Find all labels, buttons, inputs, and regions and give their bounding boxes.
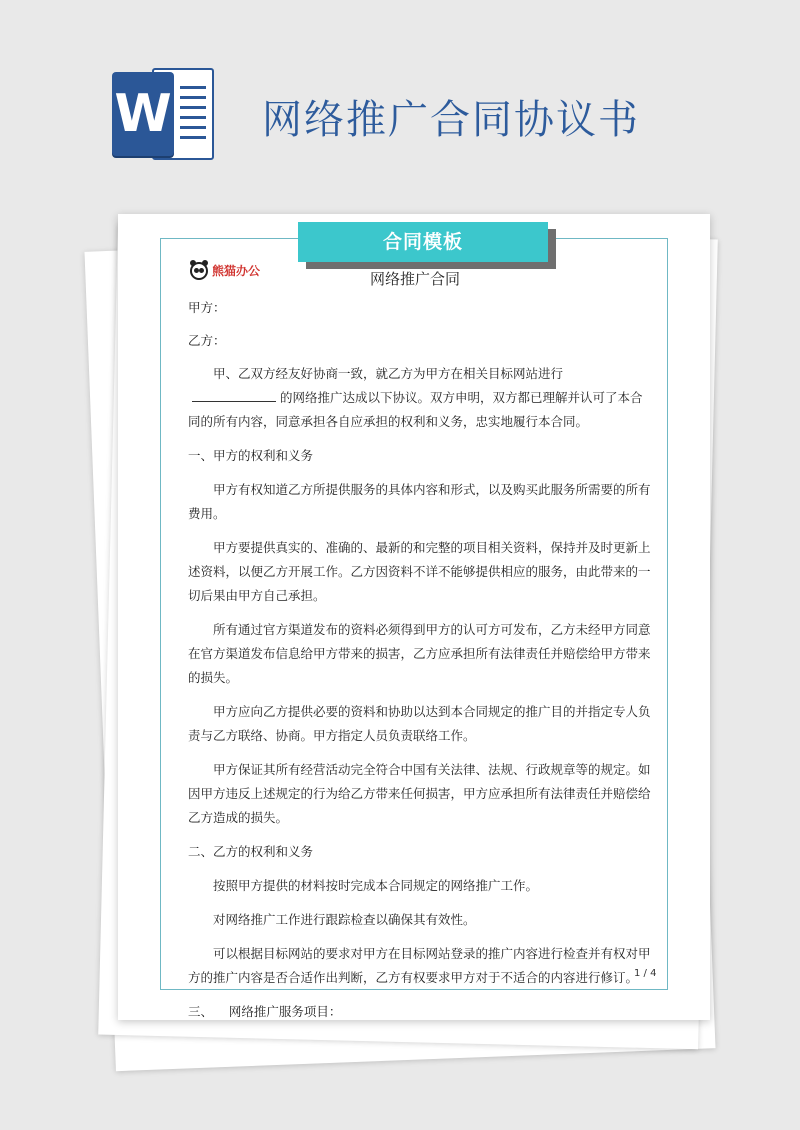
panda-icon: [190, 262, 208, 280]
word-document-icon: [112, 68, 216, 160]
section-heading: 二、乙方的权利和义务: [188, 844, 314, 859]
section2-paragraph: 可以根据目标网站的要求对甲方在目标网站登录的推广内容进行检查并有权对甲方的推广内容是否合适作出判断，乙方有权要求甲方对于不适合的内容进行修订。: [188, 946, 651, 985]
party-b-label: 乙方：: [188, 333, 226, 348]
section1-paragraph: 甲方要提供真实的、准确的、最新的和完整的项目相关资料，保持并及时更新上述资料，以便乙方开展工作。乙方因资料不详不能够提供相应的服务，由此带来的一切后果由甲方自己承担。: [188, 540, 651, 603]
section2-paragraph: 按照甲方提供的材料按时完成本合同规定的网络推广工作。: [213, 878, 539, 893]
section1-paragraph: 甲方有权知道乙方所提供服务的具体内容和形式，以及购买此服务所需要的所有费用。: [188, 482, 651, 521]
party-a-label: 甲方：: [188, 300, 226, 315]
section2-paragraph: 对网络推广工作进行跟踪检查以确保其有效性。: [213, 912, 476, 927]
word-letter: W: [114, 84, 172, 144]
section1-paragraph: 甲方应向乙方提供必要的资料和协助以达到本合同规定的推广目的并指定专人负责与乙方联络、协商。甲方指定人员负责联络工作。: [188, 704, 651, 743]
page-title: 网络推广合同协议书: [262, 97, 640, 143]
blank-field: [192, 387, 276, 402]
document-title: 网络推广合同: [370, 270, 461, 288]
section-heading: 一、甲方的权利和义务: [188, 448, 314, 463]
intro-text-1: 甲、乙双方经友好协商一致，就乙方为甲方在相关目标网站进行: [213, 366, 564, 381]
page-number: 1 / 4: [634, 968, 657, 979]
template-ribbon: 合同模板: [298, 222, 548, 262]
intro-text-2: 的网络推广达成以下协议。双方申明，双方都已理解并认可了本合同的所有内容，同意承担各自应承担的权利和义务，忠实地履行本合同。: [188, 390, 643, 429]
brand-name: 熊猫办公: [212, 264, 261, 278]
document-body: [188, 296, 651, 1034]
section1-paragraph: 甲方保证其所有经营活动完全符合中国有关法律、法规、行政规章等的规定。如因甲方违反上述规定的行为给乙方带来任何损害，甲方应承担所有法律责任并赔偿给乙方造成的损失。: [188, 762, 651, 825]
section1-paragraph: 所有通过官方渠道发布的资料必须得到甲方的认可方可发布，乙方未经甲方同意在官方渠道发布信息给甲方带来的损害，乙方应承担所有法律责任并赔偿给甲方带来的损失。: [188, 622, 651, 685]
section-heading: 三、 网络推广服务项目：: [188, 1004, 342, 1019]
header-banner: [0, 0, 800, 200]
intro-paragraph: [188, 362, 651, 434]
